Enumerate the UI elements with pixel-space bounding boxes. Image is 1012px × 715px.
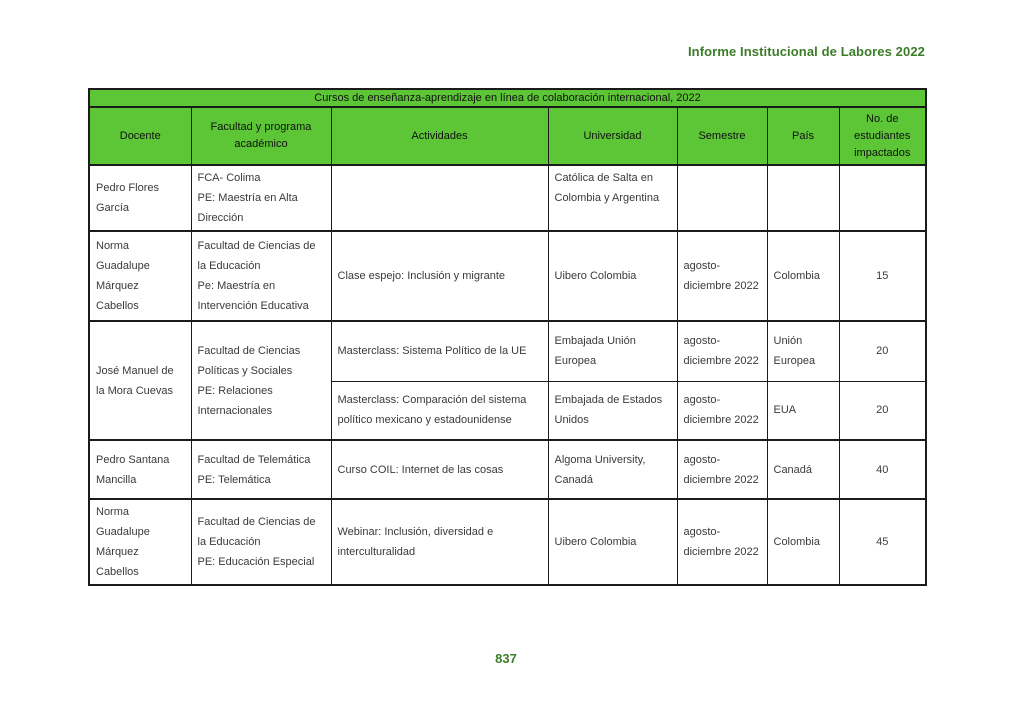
cell-docente: Pedro Flores García [89,165,191,231]
col-header-estudiantes: No. de estudiantes impactados [839,107,926,165]
cell-pais: Canadá [767,440,839,499]
cell-docente: Pedro Santana Mancilla [89,440,191,499]
cell-facultad [191,440,331,499]
cell-actividad: Masterclass: Sistema Político de la UE [331,321,548,381]
cell-actividad [331,165,548,231]
table-row [89,499,926,585]
facultad-line: Facultad de Ciencias de la Educación [197,516,316,548]
cell-universidad: Católica de Salta en Colombia y Argentina [548,165,677,231]
table-row [89,231,926,321]
cell-semestre: agosto-diciembre 2022 [677,321,767,381]
cell-pais: EUA [767,381,839,440]
cell-facultad [191,321,331,440]
table-header-row [89,107,926,165]
cell-semestre [677,165,767,231]
facultad-line: Facultad de Telemática [197,453,311,466]
col-header-facultad: Facultad y programa académico [191,107,331,165]
col-header-pais: País [767,107,839,165]
cell-docente: Norma Guadalupe Márquez Cabellos [89,499,191,585]
cell-pais: Unión Europea [767,321,839,381]
programa-line: PE: Educación Especial [197,556,315,568]
report-header-title: Informe Institucional de Labores 2022 [687,44,925,59]
cell-estudiantes: 40 [839,440,926,499]
cell-estudiantes [839,165,926,231]
programa-line: Pe: Maestría en Intervención Educativa [197,280,309,312]
cell-facultad [191,231,331,321]
cell-semestre: agosto-diciembre 2022 [677,381,767,440]
facultad-line: FCA- Colima [197,172,261,184]
page-number: 837 [495,651,517,666]
cell-universidad: Embajada de Estados Unidos [548,381,677,440]
table-row [89,165,926,231]
programa-line: PE: Telemática [197,473,271,486]
cell-estudiantes: 20 [839,321,926,381]
cell-pais: Colombia [767,499,839,585]
cell-semestre: agosto-diciembre 2022 [677,499,767,585]
cell-facultad [191,165,331,231]
cell-universidad: Embajada Unión Europea [548,321,677,381]
table-row [89,440,926,499]
cell-pais: Colombia [767,231,839,321]
cell-semestre: agosto-diciembre 2022 [677,440,767,499]
table-title-row [89,89,926,107]
cell-actividad: Webinar: Inclusión, diversidad e interculturalidad [331,499,548,585]
col-header-actividades: Actividades [331,107,548,165]
cell-actividad: Curso COIL: Internet de las cosas [331,440,548,499]
cell-actividad: Clase espejo: Inclusión y migrante [331,231,548,321]
cell-universidad: Uibero Colombia [548,231,677,321]
cell-semestre: agosto-diciembre 2022 [677,231,767,321]
facultad-line: Facultad de Ciencias Políticas y Sociales [197,344,301,377]
programa-line: PE: Relaciones Internacionales [197,384,273,417]
cell-universidad: Algoma University, Canadá [548,440,677,499]
cell-facultad [191,499,331,585]
facultad-line: Facultad de Ciencias de la Educación [197,240,316,272]
cell-pais [767,165,839,231]
cell-docente: José Manuel de la Mora Cuevas [89,321,191,440]
cell-actividad: Masterclass: Comparación del sistema político mexicano y estadounidense [331,381,548,440]
table-title: Cursos de enseñanza-aprendizaje en línea de colaboración internacional, 2022 [89,89,926,107]
col-header-docente: Docente [89,107,191,165]
col-header-universidad: Universidad [548,107,677,165]
table-row [89,321,926,381]
col-header-semestre: Semestre [677,107,767,165]
cell-estudiantes: 20 [839,381,926,440]
cell-universidad: Uibero Colombia [548,499,677,585]
cell-estudiantes: 45 [839,499,926,585]
cell-docente: Norma Guadalupe Márquez Cabellos [89,231,191,321]
programa-line: PE: Maestría en Alta Dirección [197,192,298,224]
cell-estudiantes: 15 [839,231,926,321]
international-courses-table [88,88,927,586]
